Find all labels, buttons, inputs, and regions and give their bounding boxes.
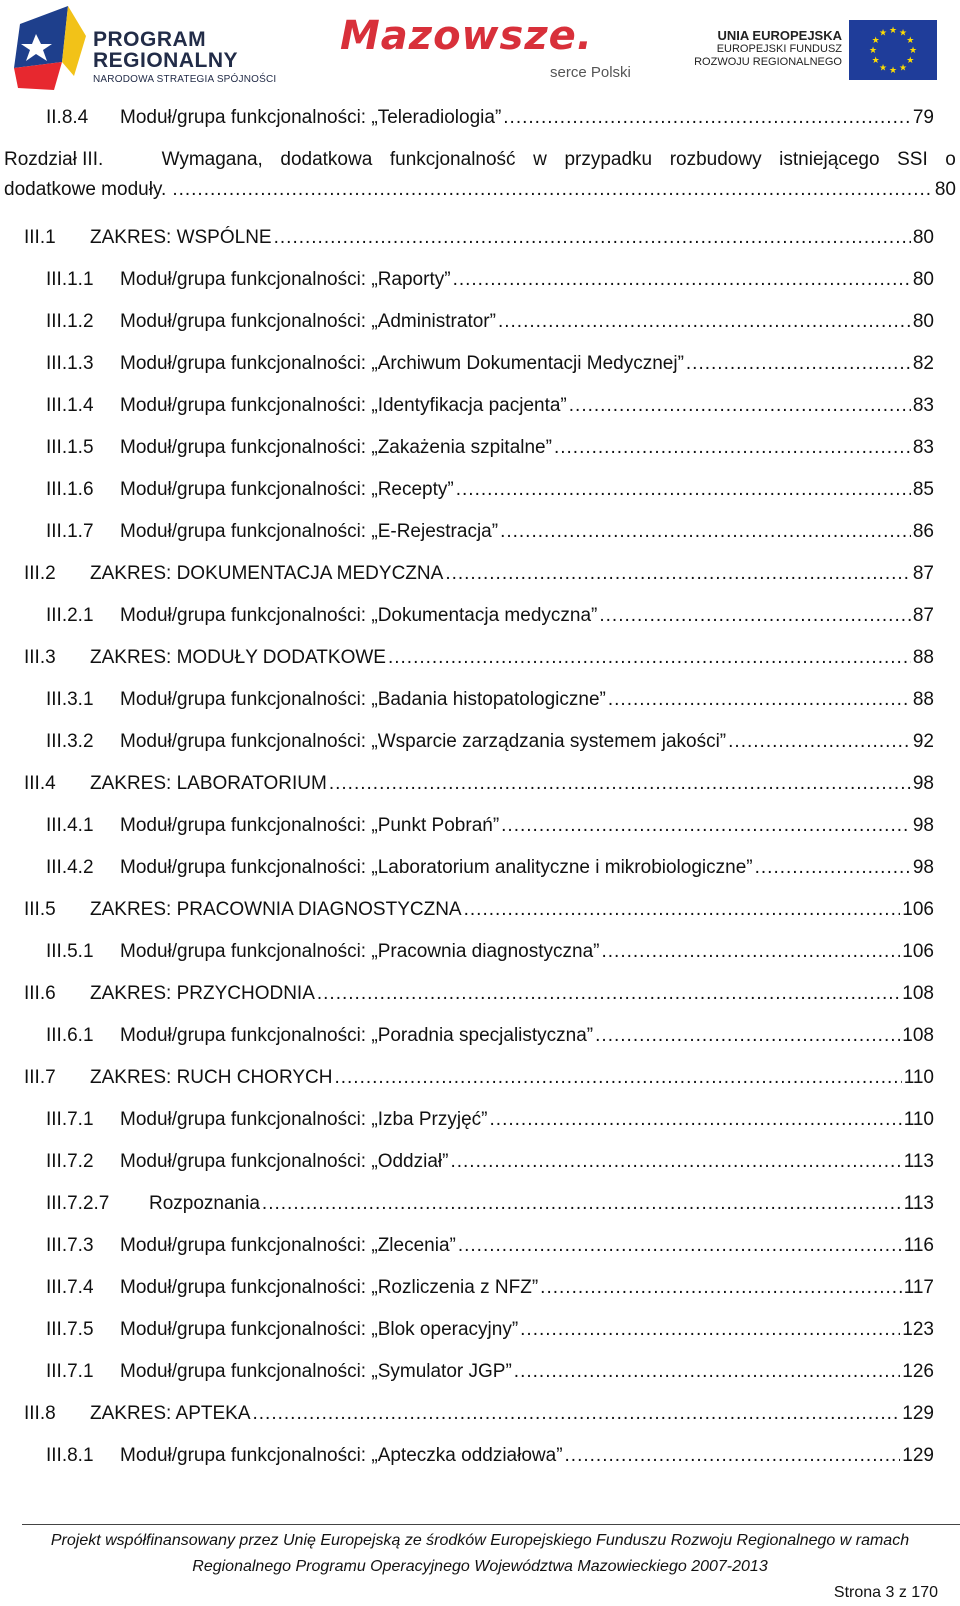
toc-entry-title: Moduł/grupa funkcjonalności: „Teleradiologia” xyxy=(120,107,502,128)
toc-entry-first[interactable] xyxy=(46,100,934,130)
toc-entry[interactable] xyxy=(24,556,934,586)
toc-entry-number: III.1.6 xyxy=(46,479,94,500)
toc-entry-page: 98 xyxy=(912,815,934,836)
toc-entry-number: II.8.4 xyxy=(46,107,89,128)
toc-entry-title: Moduł/grupa funkcjonalności: „Dokumentacja medyczna” xyxy=(120,605,598,626)
toc-entry[interactable] xyxy=(24,220,934,250)
eu-logo xyxy=(684,20,944,84)
toc-entry-number: III.7 xyxy=(24,1067,56,1088)
toc-entry-number: III.3.2 xyxy=(46,731,94,752)
toc-entry[interactable] xyxy=(46,1144,934,1174)
toc-entry-title: Moduł/grupa funkcjonalności: „Poradnia specjalistyczna” xyxy=(120,1025,594,1046)
toc-entry[interactable] xyxy=(24,1060,934,1090)
toc-entry-number: III.1.3 xyxy=(46,353,94,374)
eu-star-icon: ★ xyxy=(868,45,878,55)
toc-entry-number: III.1.1 xyxy=(46,269,94,290)
toc-leader-dots xyxy=(686,352,911,376)
toc-entry-title: Moduł/grupa funkcjonalności: „Badania histopatologiczne” xyxy=(120,689,606,710)
toc-entry-title: Moduł/grupa funkcjonalności: „Zakażenia szpitalne” xyxy=(120,437,552,458)
toc-entry[interactable] xyxy=(46,850,934,880)
toc-entry-number: III.7.4 xyxy=(46,1277,94,1298)
toc-leader-dots xyxy=(755,856,911,880)
toc-entry-page: 110 xyxy=(903,1109,934,1130)
toc-leader-dots xyxy=(540,1276,902,1300)
toc-entry-page: 106 xyxy=(902,899,934,920)
footer-divider xyxy=(22,1524,960,1525)
toc-entry-number: III.1.5 xyxy=(46,437,94,458)
toc-entry-number: III.1.7 xyxy=(46,521,94,542)
toc-entry[interactable] xyxy=(46,934,934,964)
toc-entry-number: III.7.1 xyxy=(46,1109,94,1130)
toc-entry-page: 87 xyxy=(912,563,934,584)
toc-entry[interactable] xyxy=(46,1312,934,1342)
mazowsze-logo xyxy=(340,14,640,86)
toc-entry-page: 106 xyxy=(902,941,934,962)
toc-leader-dots xyxy=(501,814,911,838)
toc-entry-title: Rozpoznania xyxy=(149,1193,260,1214)
toc-entry-number: III.5 xyxy=(24,899,56,920)
toc-entry-number: III.8.1 xyxy=(46,1445,94,1466)
chapter-label: Rozdział III. xyxy=(4,149,104,170)
toc-entry-page: 110 xyxy=(903,1067,934,1088)
toc-entry-page: 113 xyxy=(903,1193,934,1214)
toc-entry-page: 79 xyxy=(912,107,934,128)
eu-title: UNIA EUROPEJSKA xyxy=(717,28,842,43)
toc-entry[interactable] xyxy=(46,1228,934,1258)
toc-entry[interactable] xyxy=(24,640,934,670)
toc-entry[interactable] xyxy=(46,388,934,418)
toc-entry-title: Moduł/grupa funkcjonalności: „Raporty” xyxy=(120,269,451,290)
toc-leader-dots xyxy=(450,1150,901,1174)
toc-entry[interactable] xyxy=(46,346,934,376)
toc-entry-title: ZAKRES: DOKUMENTACJA MEDYCZNA xyxy=(90,563,444,584)
toc-entry-page: 116 xyxy=(903,1235,934,1256)
toc-entry-number: III.1 xyxy=(24,227,56,248)
toc-leader-dots xyxy=(464,898,901,922)
toc-entry[interactable] xyxy=(46,430,934,460)
eu-fund-line1: EUROPEJSKI FUNDUSZ xyxy=(716,43,842,55)
chapter-page: 80 xyxy=(934,179,956,200)
chapter-word: rozbudowy xyxy=(669,149,762,170)
toc-leader-dots xyxy=(445,562,911,586)
eu-star-icon: ★ xyxy=(898,62,908,73)
toc-leader-dots xyxy=(334,1066,901,1090)
toc-leader-dots xyxy=(456,478,911,502)
toc-leader-dots xyxy=(608,688,911,712)
toc-entry-number: III.7.3 xyxy=(46,1235,94,1256)
toc-entry[interactable] xyxy=(46,682,934,712)
toc-leader-dots xyxy=(503,106,911,130)
toc-entry-number: III.7.1 xyxy=(46,1361,94,1382)
toc-entry[interactable] xyxy=(46,1186,934,1216)
toc-entry-title: Moduł/grupa funkcjonalności: „Recepty” xyxy=(120,479,454,500)
toc-entry-page: 123 xyxy=(902,1319,934,1340)
toc-entry[interactable] xyxy=(46,1438,934,1468)
toc-entry-number: III.6 xyxy=(24,983,56,1004)
chapter-word: Wymagana, xyxy=(161,149,263,170)
toc-leader-dots xyxy=(498,310,911,334)
footer-line1: Projekt współfinansowany przez Unię Europejską ze środków Europejskiego Funduszu Rozwoju Regionalnego w ramach xyxy=(50,1532,910,1549)
toc-entry-number: III.6.1 xyxy=(46,1025,94,1046)
page-number: Strona 3 z 170 xyxy=(833,1584,938,1601)
toc-entry-title: Moduł/grupa funkcjonalności: „Archiwum Dokumentacji Medycznej” xyxy=(120,353,684,374)
toc-entry-number: III.3.1 xyxy=(46,689,94,710)
toc-leader-dots xyxy=(172,178,933,202)
toc-entry-title: ZAKRES: RUCH CHORYCH xyxy=(90,1067,333,1088)
toc-entry[interactable] xyxy=(46,262,934,292)
toc-entry-title: ZAKRES: PRACOWNIA DIAGNOSTYCZNA xyxy=(90,899,462,920)
toc-entry-title: Moduł/grupa funkcjonalności: „Punkt Pobrań” xyxy=(120,815,500,836)
eu-star-icon: ★ xyxy=(888,65,898,75)
eu-star-icon: ★ xyxy=(888,25,898,35)
toc-entry-page: 80 xyxy=(912,311,934,332)
toc-entry-page: 88 xyxy=(912,647,934,668)
toc-entry[interactable] xyxy=(24,1396,934,1426)
toc-entry-page: 117 xyxy=(903,1277,934,1298)
toc-entry-title: Moduł/grupa funkcjonalności: „Izba Przyjęć” xyxy=(120,1109,488,1130)
toc-entry[interactable] xyxy=(46,304,934,334)
toc-entry-title: Moduł/grupa funkcjonalności: „Laboratorium analityczne i mikrobiologiczne” xyxy=(120,857,753,878)
toc-entry[interactable] xyxy=(46,472,934,502)
chapter-word: przypadku xyxy=(564,149,653,170)
program-regionalny-mark-icon xyxy=(14,6,86,90)
eu-star-icon: ★ xyxy=(878,27,888,38)
eu-fund-line2: ROZWOJU REGIONALNEGO xyxy=(694,56,842,68)
toc-entry[interactable] xyxy=(46,808,934,838)
program-regionalny-logo xyxy=(14,6,304,90)
eu-star-icon: ★ xyxy=(898,27,908,38)
toc-entry-number: III.1.2 xyxy=(46,311,94,332)
toc-leader-dots xyxy=(595,1024,900,1048)
toc-entry-number: III.2 xyxy=(24,563,56,584)
toc-entry-page: 85 xyxy=(912,479,934,500)
toc-entry[interactable] xyxy=(24,892,934,922)
page-header xyxy=(0,0,960,92)
mazowsze-tagline: serce Polski xyxy=(550,64,631,81)
chapter-word: SSI xyxy=(897,149,928,170)
toc-entry[interactable] xyxy=(46,1354,934,1384)
mazowsze-wordmark: Mazowsze. xyxy=(340,13,593,59)
toc-entry-page: 113 xyxy=(903,1151,934,1172)
toc-entry[interactable] xyxy=(24,976,934,1006)
toc-entry-page: 83 xyxy=(912,437,934,458)
chapter-word: o xyxy=(945,149,956,170)
toc-entry-title: Moduł/grupa funkcjonalności: „Apteczka oddziałowa” xyxy=(120,1445,563,1466)
toc-leader-dots xyxy=(554,436,911,460)
toc-entry-title: ZAKRES: APTEKA xyxy=(90,1403,251,1424)
toc-entry-title: Moduł/grupa funkcjonalności: „Pracownia diagnostyczna” xyxy=(120,941,600,962)
toc-entry-number: III.7.2.7 xyxy=(46,1193,110,1214)
eu-star-icon: ★ xyxy=(871,55,880,65)
toc-entry[interactable] xyxy=(46,1102,934,1132)
toc-entry-page: 82 xyxy=(912,353,934,374)
toc-leader-dots xyxy=(514,1360,901,1384)
toc-entry-title: Moduł/grupa funkcjonalności: „Blok operacyjny” xyxy=(120,1319,519,1340)
toc-leader-dots xyxy=(601,940,900,964)
toc-leader-dots xyxy=(329,772,911,796)
toc-entry-title: Moduł/grupa funkcjonalności: „Rozliczenia z NFZ” xyxy=(120,1277,539,1298)
eu-star-icon: ★ xyxy=(871,35,880,45)
toc-entry[interactable] xyxy=(46,724,934,754)
toc-entry-number: III.7.5 xyxy=(46,1319,94,1340)
toc-entry-title: Moduł/grupa funkcjonalności: „E-Rejestracja” xyxy=(120,521,499,542)
toc-leader-dots xyxy=(728,730,911,754)
eu-flag-icon xyxy=(849,20,937,80)
eu-star-icon: ★ xyxy=(878,62,888,73)
toc-entry-number: III.8 xyxy=(24,1403,56,1424)
toc-leader-dots xyxy=(274,226,911,250)
toc-entry-number: III.3 xyxy=(24,647,56,668)
toc-entry-number: III.5.1 xyxy=(46,941,94,962)
footer-line2: Regionalnego Programu Operacyjnego Województwa Mazowieckiego 2007-2013 xyxy=(192,1558,768,1575)
toc-entry[interactable] xyxy=(46,598,934,628)
toc-entry[interactable] xyxy=(24,766,934,796)
toc-entry-page: 87 xyxy=(912,605,934,626)
eu-star-icon: ★ xyxy=(906,55,915,65)
toc-chapter-continuation[interactable] xyxy=(4,178,956,202)
toc-entry[interactable] xyxy=(46,1018,934,1048)
toc-entry[interactable] xyxy=(46,1270,934,1300)
toc-leader-dots xyxy=(490,1108,902,1132)
toc-entry-number: III.7.2 xyxy=(46,1151,94,1172)
chapter-word: w xyxy=(533,149,547,170)
toc-entry-number: III.4.1 xyxy=(46,815,94,836)
toc-entry-title: Moduł/grupa funkcjonalności: „Zlecenia” xyxy=(120,1235,456,1256)
toc-leader-dots xyxy=(317,982,900,1006)
toc-leader-dots xyxy=(253,1402,901,1426)
toc-entry-page: 80 xyxy=(912,227,934,248)
toc-entry-title: Moduł/grupa funkcjonalności: „Symulator JGP” xyxy=(120,1361,512,1382)
toc-entry-page: 88 xyxy=(912,689,934,710)
toc-entry-title: Moduł/grupa funkcjonalności: „Wsparcie zarządzania systemem jakości” xyxy=(120,731,727,752)
regionalny-text: REGIONALNY xyxy=(93,49,239,72)
program-text: PROGRAM xyxy=(93,28,207,51)
toc-entry-number: III.4.2 xyxy=(46,857,94,878)
toc-leader-dots xyxy=(520,1318,900,1342)
eu-star-icon: ★ xyxy=(906,35,915,45)
toc-entry-title: Moduł/grupa funkcjonalności: „Identyfikacja pacjenta” xyxy=(120,395,567,416)
toc-entry-title: ZAKRES: PRZYCHODNIA xyxy=(90,983,315,1004)
toc-leader-dots xyxy=(262,1192,902,1216)
toc-entry-page: 92 xyxy=(912,731,934,752)
toc-entry-page: 83 xyxy=(912,395,934,416)
toc-leader-dots xyxy=(569,394,911,418)
toc-leader-dots xyxy=(388,646,911,670)
toc-entry-number: III.1.4 xyxy=(46,395,94,416)
strategy-text: NARODOWA STRATEGIA SPÓJNOŚCI xyxy=(93,74,277,85)
toc-entry-page: 86 xyxy=(912,521,934,542)
chapter-word: istniejącego xyxy=(779,149,880,170)
toc-entry-page: 98 xyxy=(912,857,934,878)
toc-leader-dots xyxy=(565,1444,901,1468)
footer-funding-note xyxy=(0,1528,960,1580)
toc-entry-number: III.2.1 xyxy=(46,605,94,626)
toc-entry[interactable] xyxy=(46,514,934,544)
chapter-line2: dodatkowe moduły. xyxy=(4,179,167,200)
toc-entry-number: III.4 xyxy=(24,773,56,794)
toc-chapter-heading[interactable] xyxy=(4,148,956,172)
toc-entry-page: 129 xyxy=(902,1403,934,1424)
toc-leader-dots xyxy=(500,520,911,544)
toc-entry-title: ZAKRES: MODUŁY DODATKOWE xyxy=(90,647,386,668)
toc-entry-title: Moduł/grupa funkcjonalności: „Oddział” xyxy=(120,1151,449,1172)
toc-entry-page: 80 xyxy=(912,269,934,290)
toc-entry-title: ZAKRES: LABORATORIUM xyxy=(90,773,327,794)
toc-entry-page: 129 xyxy=(902,1445,934,1466)
toc-leader-dots xyxy=(458,1234,902,1258)
toc-leader-dots xyxy=(599,604,911,628)
toc-entry-title: ZAKRES: WSPÓLNE xyxy=(90,227,272,248)
toc-leader-dots xyxy=(453,268,911,292)
chapter-word: dodatkowa xyxy=(280,149,373,170)
chapter-word: funkcjonalność xyxy=(389,149,516,170)
toc-entry-title: Moduł/grupa funkcjonalności: „Administrator” xyxy=(120,311,496,332)
toc-entry-page: 126 xyxy=(902,1361,934,1382)
toc-entry-page: 98 xyxy=(912,773,934,794)
toc-entry-page: 108 xyxy=(902,1025,934,1046)
eu-star-icon: ★ xyxy=(908,45,918,55)
toc-entry-page: 108 xyxy=(902,983,934,1004)
